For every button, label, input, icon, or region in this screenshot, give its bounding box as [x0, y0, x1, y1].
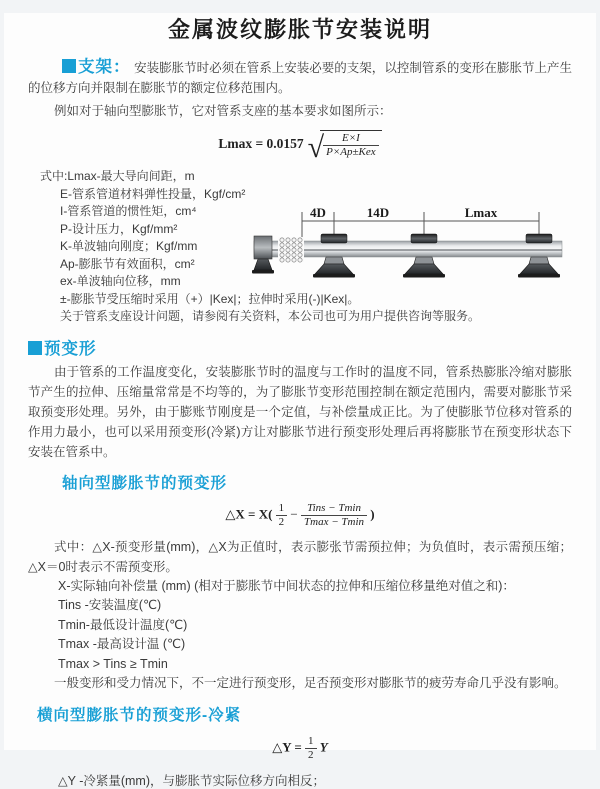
- support-intro-text: 安装膨胀节时必须在管系上安装必要的支架，以控制管系的变形在膨胀节上产生的位移方向并限制在膨胀节的额定位移范围内。: [28, 61, 572, 95]
- parameter-line: X-实际轴向补偿量 (mm) (相对于膨胀节中间状态的拉伸和压缩位移量绝对值之和)：: [58, 578, 515, 593]
- frac-half-den: 2: [276, 515, 288, 529]
- support-section-label: 支架：: [62, 58, 131, 76]
- parameter-line: Tmax > Tins ≥ Tmin: [58, 656, 168, 671]
- formula-dy-rhs: Y: [319, 738, 328, 754]
- support-intro-paragraph: [28, 57, 572, 98]
- formula-delta-y: [4, 735, 596, 762]
- dim-label-4d: 4D: [310, 205, 326, 220]
- definition-line: Ap-膨胀节有效面积，cm²: [60, 256, 195, 271]
- pipe-support-diagram: [252, 203, 592, 283]
- dx-explain-paragraph: 式中：△X-预变形量(mm)，△X为正值时，表示膨张节需预拉伸；为负值时，表示需预压缩；△X＝0时表示不需预变形。: [28, 539, 572, 574]
- formula-lmax: [4, 130, 596, 164]
- lateral-note: △Y -冷紧量(mm)，与膨胀节实际位移方向相反；: [58, 773, 326, 788]
- frac-half-num: 1: [278, 501, 285, 514]
- radicand-denominator: P×Ap±Kex: [323, 145, 379, 159]
- definition-line: P-设计压力，Kgf/mm²: [60, 221, 178, 236]
- formula-delta-x: [4, 502, 596, 529]
- bellows-expansion-joint: [278, 237, 304, 262]
- support-example-text: 例如对于轴向型膨胀节，它对管系支座的基本要求如图所示：: [54, 104, 392, 118]
- dim-label-14d: 14D: [366, 205, 390, 220]
- formula-lmax-lhs: Lmax = 0.0157: [218, 136, 304, 152]
- dim-label-lmax: Lmax: [464, 205, 498, 220]
- parameter-line: Tmax -最高设计温 (℃): [58, 637, 186, 651]
- minus-sign: −: [290, 505, 298, 521]
- predeform-paragraph: 由于管系的工作温度变化，安装膨胀节时的温度与工作时的温度不同，管系热膨胀冷缩对膨胀节产生的拉伸、压缩量常常是不均等的，为了膨胀节变形范围控制在额定范围内，需要对膨胀节采取预变形处理。另外，由于膨账节刚度是一个定值，与补偿量成正比。为了使膨胀节位移对管系的作用力最小，也可以采用预变形(冷紧)方让对膨胀节进行预变形处理后再将膨胀节在预变形状态下安装在管系中。: [28, 364, 572, 459]
- radicand-numerator: E×I: [341, 132, 360, 144]
- page-title: 金属波纹膨胀节安装说明: [167, 17, 432, 42]
- right-paren: ): [370, 505, 375, 521]
- parameter-line: Tmin-最低设计温度(℃): [58, 617, 188, 632]
- frac-half-den: 2: [305, 748, 317, 762]
- frac-half-num: 1: [308, 734, 314, 747]
- radical-sign: √: [307, 130, 325, 164]
- axial-note: 一般变形和受力情况下，不一定进行预变形，足否预变形对膨胀节的疲劳寿命几乎没有影响。: [54, 676, 567, 690]
- sqrt-expression: [307, 130, 382, 164]
- frac-temp-den: Tmax − Tmin: [301, 515, 367, 529]
- definition-line: 关于管系支座设计问题，请参阅有关资料，本公司也可为用户提供咨询等服务。: [60, 309, 481, 323]
- axial-predeform-heading: 轴向型膨胀节的预变形: [62, 474, 228, 492]
- document-page: [4, 13, 596, 788]
- predeform-section-heading: [28, 335, 596, 359]
- definition-line: ±-膨胀节受压缩时采用（+）|Kex|；拉伸时采用(-)|Kex|。: [60, 291, 360, 306]
- formula-dx-lhs: △X = X(: [225, 505, 273, 521]
- blue-square-bullet-icon: [28, 341, 42, 355]
- definition-line: 式中:Lmax-最大导向间距，m: [40, 169, 195, 183]
- blue-square-bullet-icon: [62, 59, 76, 73]
- axial-parameter-list: [58, 577, 572, 675]
- fixed-anchor-support: [252, 236, 274, 274]
- formula-dy-lhs: △Y =: [272, 738, 302, 754]
- definition-line: E-管系管道材料弹性投量，Kgf/cm²: [60, 186, 246, 201]
- predeform-section-label: 预变形: [44, 339, 97, 358]
- definition-line: I-管系管道的惯性矩，cm⁴: [60, 204, 197, 218]
- definition-line: ex-单波轴向位移，mm: [60, 274, 181, 288]
- lateral-predeform-heading: 横向型膨胀节的预变形-冷紧: [37, 706, 242, 724]
- frac-temp-num: Tins − Tmin: [307, 501, 361, 514]
- parameter-line: Tins -安装温度(℃): [58, 598, 162, 612]
- definition-line: K-单波轴向刚度；Kgf/mm: [60, 239, 198, 253]
